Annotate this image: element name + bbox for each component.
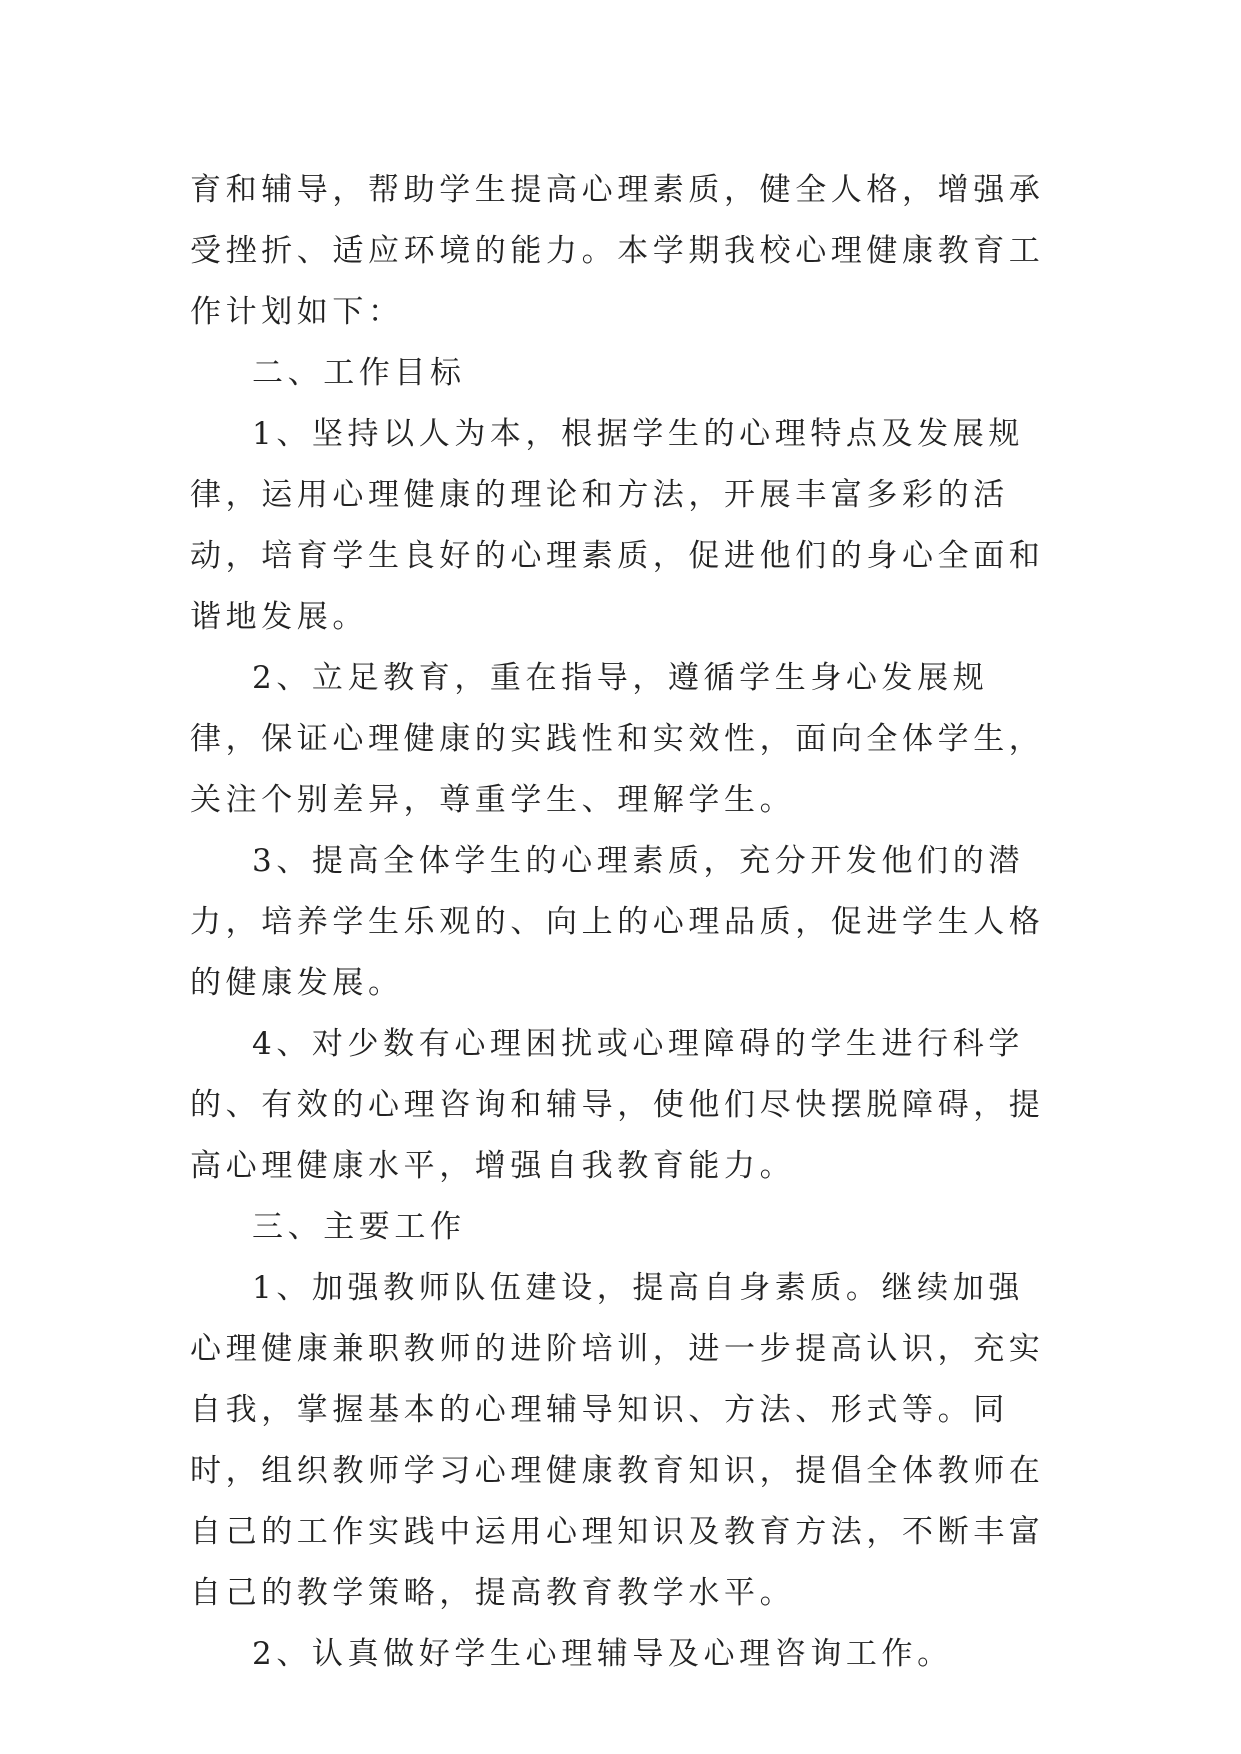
work-item-1: 1、加强教师队伍建设，提高自身素质。继续加强心理健康兼职教师的进阶培训，进一步提高认识，充实自我，掌握基本的心理辅导知识、方法、形式等。同时，组织教师学习心理健康教育知识，提倡全体教师在自己的工作实践中运用心理知识及教育方法，不断丰富自己的教学策略，提高教育教学水平。 bbox=[190, 1270, 1045, 1611]
goal-item-1: 1、坚持以人为本，根据学生的心理特点及发展规律，运用心理健康的理论和方法，开展丰富多彩的活动，培育学生良好的心理素质，促进他们的身心全面和谐地发展。 bbox=[190, 416, 1045, 635]
goal-item-2: 2、立足教育，重在指导，遵循学生身心发展规律，保证心理健康的实践性和实效性，面向全体学生，关注个别差异，尊重学生、理解学生。 bbox=[190, 660, 1045, 818]
document-body bbox=[190, 160, 1050, 1685]
section-heading-goals: 二、工作目标 bbox=[252, 355, 466, 391]
goal-item-4: 4、对少数有心理困扰或心理障碍的学生进行科学的、有效的心理咨询和辅导，使他们尽快摆脱障碍，提高心理健康水平，增强自我教育能力。 bbox=[190, 1026, 1045, 1184]
continued-paragraph: 育和辅导，帮助学生提高心理素质，健全人格，增强承受挫折、适应环境的能力。本学期我校心理健康教育工作计划如下： bbox=[190, 172, 1045, 330]
section-heading-main-work: 三、主要工作 bbox=[252, 1209, 466, 1245]
work-item-2: 2、认真做好学生心理辅导及心理咨询工作。 bbox=[252, 1636, 953, 1672]
goal-item-3: 3、提高全体学生的心理素质，充分开发他们的潜力，培养学生乐观的、向上的心理品质，促进学生人格的健康发展。 bbox=[190, 843, 1045, 1001]
